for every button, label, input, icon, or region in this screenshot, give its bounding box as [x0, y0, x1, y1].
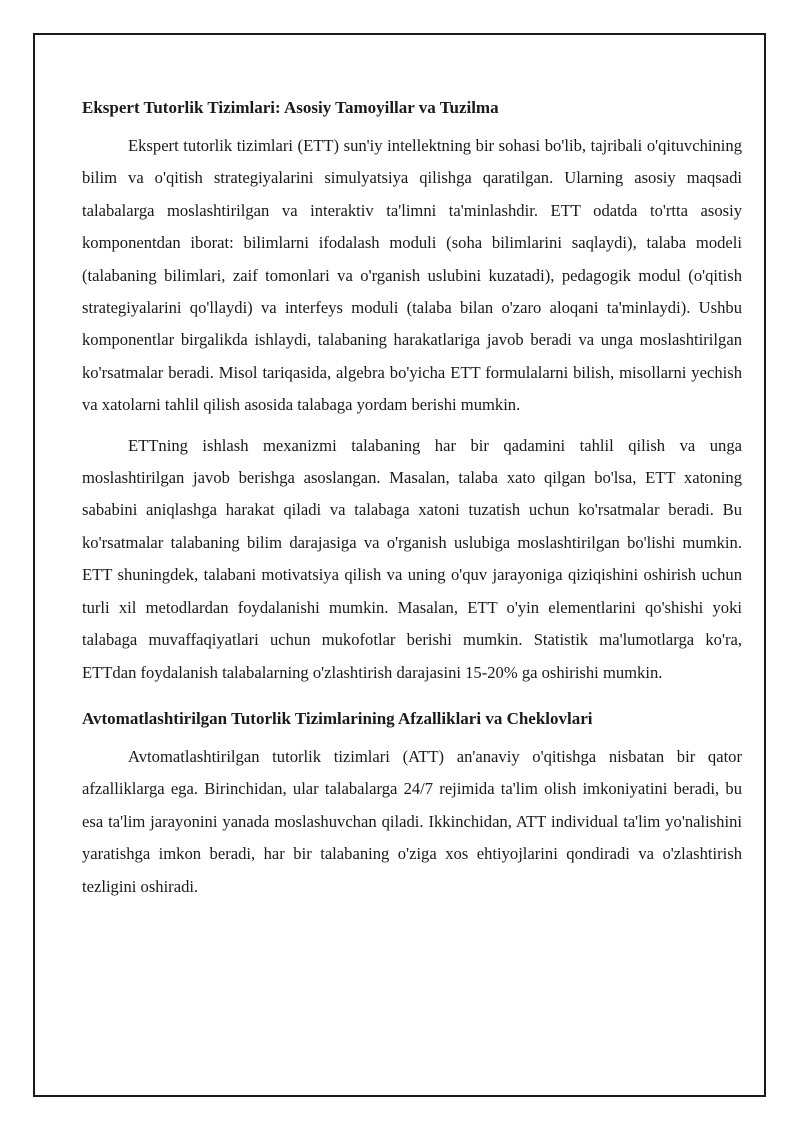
section-heading-2: Avtomatlashtirilgan Tutorlik Tizimlarining Afzalliklari va Cheklovlari [82, 708, 593, 728]
paragraph: Ekspert tutorlik tizimlari (ETT) sun'iy intellektning bir sohasi bo'lib, tajribali o'qituvchining bilim va o'qitish strategiyalarini simulyatsiya qilishga qaratilgan. Ularning asosiy maqsadi talabalarga moslashtirilgan va interaktiv ta'limni ta'minlashdir. ETT odatda to'rtta asosiy komponentdan iborat: bilimlarni ifodalash moduli (soha bilimlarini saqlaydi), talaba modeli (talabaning bilimlari, zaif tomonlari va o'rganish uslubini kuzatadi), pedagogik modul (o'qitish strategiyalarini qo'llaydi) va interfeys moduli (talaba bilan o'zaro aloqani ta'minlaydi). Ushbu komponentlar birgalikda ishlaydi, talabaning harakatlariga javob beradi va unga moslashtirilgan ko'rsatmalar beradi. Misol tariqasida, algebra bo'yicha ETT formulalarni bilish, misollarni yechish va xatolarni tahlil qilish asosida talabaga yordam berishi mumkin. [82, 136, 742, 415]
document-body [82, 96, 742, 911]
paragraph: Avtomatlashtirilgan tutorlik tizimlari (ATT) an'anaviy o'qitishga nisbatan bir qator afzalliklarga ega. Birinchidan, ular talabalarga 24/7 rejimida ta'lim olish imkoniyatini beradi, bu esa ta'lim jarayonini yanada moslashuvchan qiladi. Ikkinchidan, ATT individual ta'lim yo'nalishini yaratishga imkon beradi, har bir talabaning o'ziga xos ehtiyojlarini qondiradi va o'zlashtirish tezligini oshiradi. [82, 746, 742, 896]
paragraph: ETTning ishlash mexanizmi talabaning har bir qadamini tahlil qilish va unga moslashtirilgan javob berishga asoslangan. Masalan, talaba xato qilgan bo'lsa, ETT xatoning sababini aniqlashga harakat qiladi va talabaga xatoni tuzatish uchun ko'rsatmalar beradi. Bu ko'rsatmalar talabaning bilim darajasiga va o'rganish uslubiga moslashtirilgan bo'lishi mumkin. ETT shuningdek, talabani motivatsiya qilish va uning o'quv jarayoniga qiziqishini oshirish uchun turli xil metodlardan foydalanishi mumkin. Masalan, ETT o'yin elementlarini qo'shishi yoki talabaga muvaffaqiyatlari uchun mukofotlar berishi mumkin. Statistik ma'lumotlarga ko'ra, ETTdan foydalanish talabalarning o'zlashtirish darajasini 15-20% ga oshirishi mumkin. [82, 435, 742, 682]
section-heading-1: Ekspert Tutorlik Tizimlari: Asosiy Tamoyillar va Tuzilma [82, 98, 499, 117]
